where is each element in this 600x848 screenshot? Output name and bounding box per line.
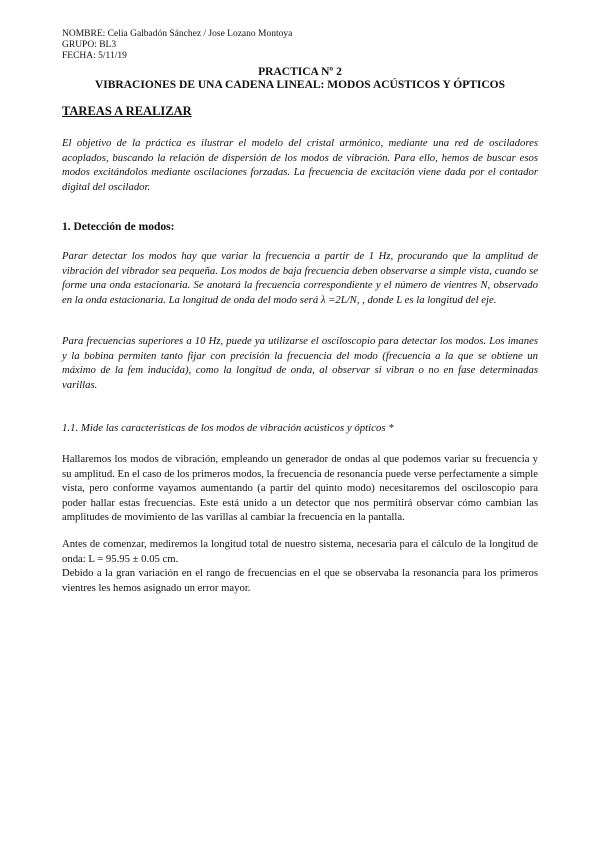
practice-title: VIBRACIONES DE UNA CADENA LINEAL: MODOS ACÚSTICOS Y ÓPTICOS	[94, 79, 506, 91]
subsection-paragraph-2: Antes de comenzar, mediremos la longitud total de nuestro sistema, necesaria para el cálculo de la longitud de onda: L = 95.95 ± 0.05 cm.	[62, 538, 538, 565]
subsection-heading: 1.1. Mide las características de los modos de vibración acústicos y ópticos *	[62, 422, 394, 434]
subsection-paragraph-1: Hallaremos los modos de vibración, empleando un generador de ondas al que podemos variar su frecuencia y su amplitud. En el caso de los primeros modos, la frecuencia de resonancia puede verse perfectamente a simple vista, pero conforme vayamos aumentando (a partir del quinto modo) necesitaremos del osciloscopio para poder hallar estas frecuencias. Este está unido a un detector que nos permitirá observar cómo cambian las amplitudes de movimiento de las varillas al cambiar la frecuencia en la pantalla.	[62, 453, 538, 524]
detection-paragraph-2: Para frecuencias superiores a 10 Hz, puede ya utilizarse el osciloscopio para detectar los modos. Los imanes y la bobina permiten tanto fijar con precisión la frecuencia del modo (frecuencia a la que se obtiene un máximo de la fem inducida), como la longitud de onda, al observar si vibran o no en fase determinadas varillas.	[62, 335, 538, 391]
detection-paragraph-1: Parar detectar los modos hay que variar la frecuencia a partir de 1 Hz, procurando que la amplitud de vibración del vibrador sea pequeña. Los modos de baja frecuencia deben observarse a simple vista, cuando se forme una onda estacionaria. Se anotará la frecuencia correspondiente y el número de vientres N, observado en la onda estacionaria. La longitud de onda del modo será λ =2L/N, , donde L es la longitud del eje.	[62, 250, 538, 306]
group-label: GRUPO: BL3	[62, 40, 117, 50]
practice-number: PRACTICA Nº 2	[258, 66, 342, 78]
date-label: FECHA: 5/11/19	[62, 51, 127, 61]
subsection-paragraph-3: Debido a la gran variación en el rango de frecuencias en el que se observaba la resonancia para los primeros vientres les hemos asignado un error mayor.	[62, 567, 538, 594]
detection-heading: 1. Detección de modos:	[62, 221, 175, 233]
author-names: NOMBRE: Celia Galbadón Sánchez / Jose Lozano Montoya	[62, 29, 293, 39]
intro-paragraph: El objetivo de la práctica es ilustrar el modelo del cristal armónico, mediante una red de osciladores acoplados, buscando la relación de dispersión de los modos de vibración. Para ello, hemos de buscar esos modos excitándolos mediante oscilaciones forzadas. La frecuencia de excitación viene dada por el contador digital del oscilador.	[62, 137, 538, 193]
section-heading: TAREAS A REALIZAR	[62, 104, 192, 118]
